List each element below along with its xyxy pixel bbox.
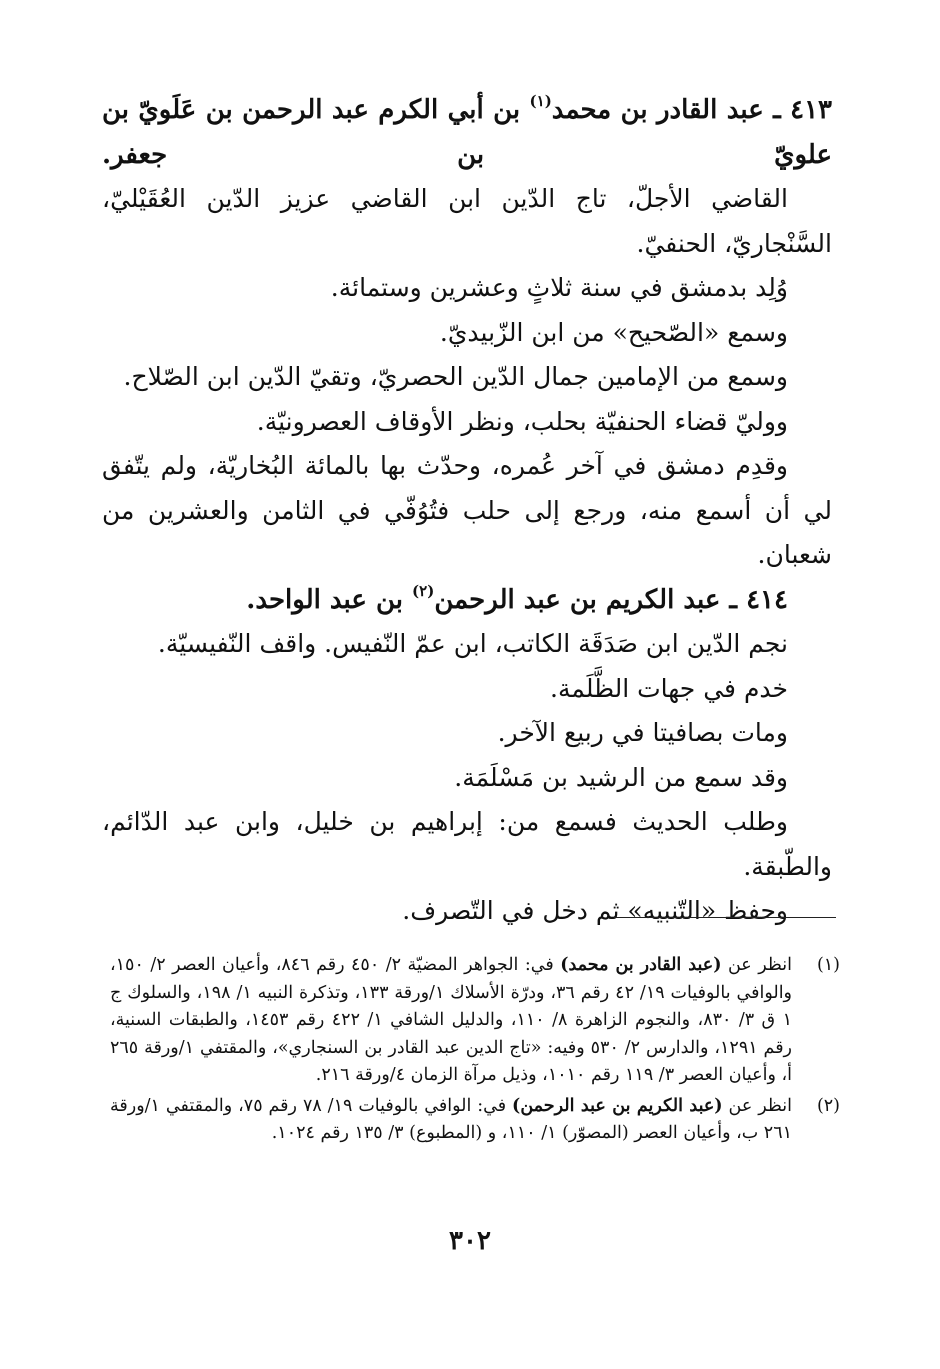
paragraph: خدم في جهات الظَّلَمة. — [550, 673, 788, 703]
paragraph: نجم الدّين ابن صَدَقَة الكاتب، ابن عمّ النّفيس. واقف النّفيسيّة. — [157, 629, 788, 658]
paragraph: وُلِد بدمشق في سنة ثلاثٍ وعشرين وستمائة. — [330, 273, 788, 302]
footnote-1 — [110, 952, 840, 1090]
footnotes — [110, 952, 840, 1151]
paragraph: وسمع «الصّحيح» من ابن الزّبيديّ. — [439, 317, 788, 347]
entry-heading-414 — [102, 578, 832, 623]
entry-name: عبد القادر بن محمد — [551, 95, 764, 125]
paragraph: ووليّ قضاء الحنفيّة بحلب، ونظر الأوقاف العصرونيّة. — [256, 406, 788, 436]
footnote-text: في: الجواهر المضيّة ٢/ ٤٥٠ رقم ٨٤٦، وأعيان العصر ٢/ ١٥٠، والوافي بالوفيات ١٩/ ٤٢ رقم ٣٦، ودرّة الأسلاك ١/ورقة ١٣٣، وتذكرة النبيه ١/ ١٩٨، والسلوك ج ١ ق ٣/ ٨٣٠، والنجوم الزاهرة ٨/ ١١٠، والدليل الشافي ١/ ٤٢٢ رقم ١٤٥٣، والطبقات السنية، رقم ١٢٩١، والدارس ٢/ ٥٣٠ وفيه: «تاج الدين عبد القادر بن السنجاري»، والمقتفي ١/ورقة ٢٦٥ أ، وأعيان العصر ٣/ ١١٩ رقم ١٠١٠، وذيل مرآة الزمان ٤/ورقة ٢١٦. — [110, 955, 793, 1085]
paragraph: وقد سمع من الرشيد بن مَسْلَمَة. — [454, 762, 788, 792]
paragraph: ومات بصافيتا في ربيع الآخر. — [497, 718, 788, 747]
footnote-subject: (عبد الكريم بن عبد الرحمن) — [512, 1095, 723, 1116]
footnote-subject: (عبد القادر بن محمد) — [560, 955, 722, 975]
footnote-text: في: الوافي بالوفيات ١٩/ ٧٨ رقم ٧٥، والمقتفي ١/ورقة ٢٦١ ب، وأعيان العصر (المصوّر) ١/ ١١٠، و (المطبوع) ٣/ ١٣٥ رقم ١٠٢٤. — [110, 1095, 792, 1143]
entry-lineage: بن عبد الواحد. — [246, 584, 403, 615]
footnote-ref[interactable]: (١) — [529, 92, 552, 111]
footnote-number: (٢) — [816, 1095, 840, 1116]
footnote-lead: انظر عن — [727, 955, 792, 975]
paragraph: وقدِم دمشق في آخر عُمره، وحدّث بها بالمائة البُخاريّة، ولم يتّفق لي أن أسمع منه، ورجع إلى حلب فتُوُفّي في الثامن والعشرين من شعبان. — [102, 451, 832, 569]
entry-number: ٤١٣ ـ — [773, 95, 833, 125]
footnote-number: (١) — [816, 955, 840, 975]
entry-heading-413 — [102, 88, 832, 177]
main-text — [102, 88, 832, 934]
page-number: ٣٠٢ — [449, 1226, 491, 1256]
paragraph: وسمع من الإمامين جمال الدّين الحصريّ، وتقيّ الدّين ابن الصّلاح. — [123, 362, 788, 391]
footnote-separator — [614, 917, 836, 918]
footnote-2 — [110, 1093, 840, 1148]
paragraph: وطلب الحديث فسمع من: إبراهيم بن خليل، وابن عبد الدّائم، والطّبقة. — [102, 807, 832, 881]
footnote-lead: انظر عن — [728, 1095, 792, 1116]
footnote-ref[interactable]: (٢) — [412, 581, 435, 600]
entry-name: عبد الكريم بن عبد الرحمن — [434, 584, 721, 615]
entry-number: ٤١٤ ـ — [729, 584, 788, 615]
paragraph: القاضي الأجلّ، تاج الدّين ابن القاضي عزيز الدّين العُقَيْليّ، السَّنْجاريّ، الحنفيّ. — [102, 184, 832, 258]
entry-lineage: بن أبي الكرم عبد الرحمن بن عَلَويّ بن علويّ بن جعفر. — [102, 95, 832, 170]
paragraph: وحفظ «التّنبيه» ثم دخل في التّصرف. — [402, 896, 788, 925]
